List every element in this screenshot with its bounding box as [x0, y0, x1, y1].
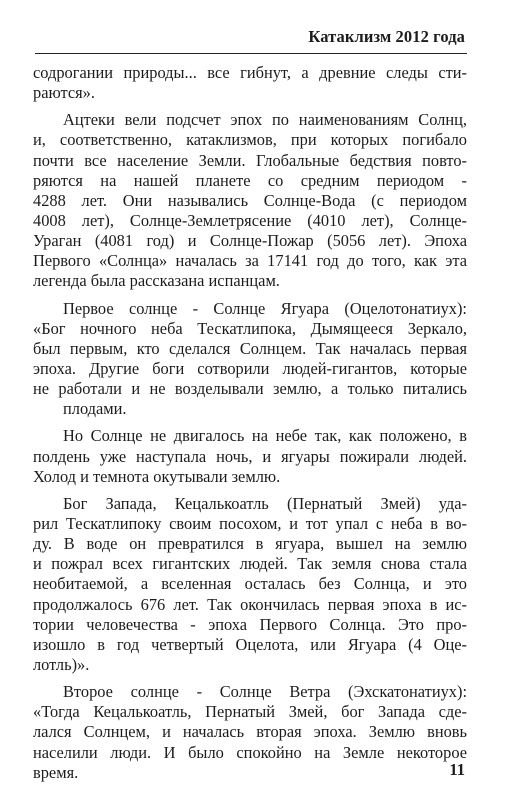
paragraph: [33, 426, 467, 486]
text-line: Второе солнце - Солнце Ветра (Эхскатонатиух):: [63, 682, 467, 702]
paragraph: [33, 682, 467, 783]
paragraph: [33, 110, 467, 291]
text-line: почти все население Земли. Глобальные бедствия повто-: [33, 150, 467, 170]
text-line: Первое солнце - Солнце Ягуара (Оцелотонатиух):: [63, 298, 467, 318]
paragraph: [33, 299, 467, 420]
text-line: 4008 лет), Солнце-Землетрясение (4010 лет), Солнце-: [33, 210, 467, 230]
header-rule: [35, 53, 467, 54]
text-line: время.: [33, 762, 79, 782]
running-header: Катаклизм 2012 года: [308, 27, 465, 46]
text-line: населили люди. И было спокойно на Земле некоторое: [33, 742, 467, 762]
text-line: «Бог ночного неба Тескатлипока, Дымящееся Зеркало,: [33, 318, 467, 338]
paragraph: [33, 63, 467, 103]
text-line: был первым, кто сделался Солнцем. Так началась первая: [33, 338, 467, 358]
text-line: раются».: [33, 83, 95, 103]
text-line: легенда была рассказана испанцам.: [33, 271, 280, 291]
text-line: продолжалось 676 лет. Так окончилась первая эпоха в ис-: [33, 594, 467, 614]
text-line: ряются на нашей планете со средним периодом -: [33, 170, 467, 190]
text-line: лотль)».: [33, 654, 90, 674]
text-line: тории человечества - эпоха Первого Солнца. Это про-: [33, 614, 467, 634]
text-line: Холод и темнота окутывали землю.: [33, 466, 281, 486]
text-line: не работали и не возделывали землю, а только питались: [33, 379, 467, 399]
text-line: эпоха. Другие боги сотворили людей-гигантов, которые: [33, 358, 467, 378]
text-line: и пожрал всех гигантских людей. Так земля снова стала: [33, 554, 467, 574]
text-line: содрогании природы... все гибнут, а древние следы сти-: [33, 63, 467, 82]
text-line: полдень уже наступала ночь, и ягуары пожирали людей.: [33, 446, 467, 466]
text-line: «Тогда Кецалькоатль, Пернатый Змей, бог Запада сде-: [33, 702, 467, 722]
page-number: 11: [449, 760, 465, 779]
paragraph: [33, 494, 467, 675]
text-line: Но Солнце не двигалось на небе так, как положено, в: [63, 426, 467, 446]
text-line: лался Солнцем, и началась вторая эпоха. Землю вновь: [33, 722, 467, 742]
text-line: ду. В воде он превратился в ягуара, вышел на землю: [33, 534, 467, 554]
text-line: изошло в год четвертый Оцелота, или Ягуара (4 Оце-: [33, 634, 467, 654]
text-line: 4288 лет. Они назывались Солнце-Вода (с периодом: [33, 190, 467, 210]
body-text: [33, 63, 467, 783]
text-line: Бог Запада, Кецалькоатль (Пернатый Змей) уда-: [63, 493, 467, 513]
text-line: и, соответственно, катаклизмов, при которых погибало: [33, 130, 467, 150]
text-line: необитаемой, а вселенная осталась без Солнца, и это: [33, 574, 467, 594]
text-line: рил Тескатлипоку своим посохом, и тот упал с неба в во-: [33, 513, 467, 533]
text-line: Ацтеки вели подсчет эпох по наименованиям Солнц,: [63, 110, 467, 130]
text-line: Ураган (4081 год) и Солнце-Пожар (5056 лет). Эпоха: [33, 231, 467, 251]
text-line: Первого «Солнца» началась за 17141 год до того, как эта: [33, 251, 467, 271]
text-line: плодами.: [63, 399, 127, 419]
